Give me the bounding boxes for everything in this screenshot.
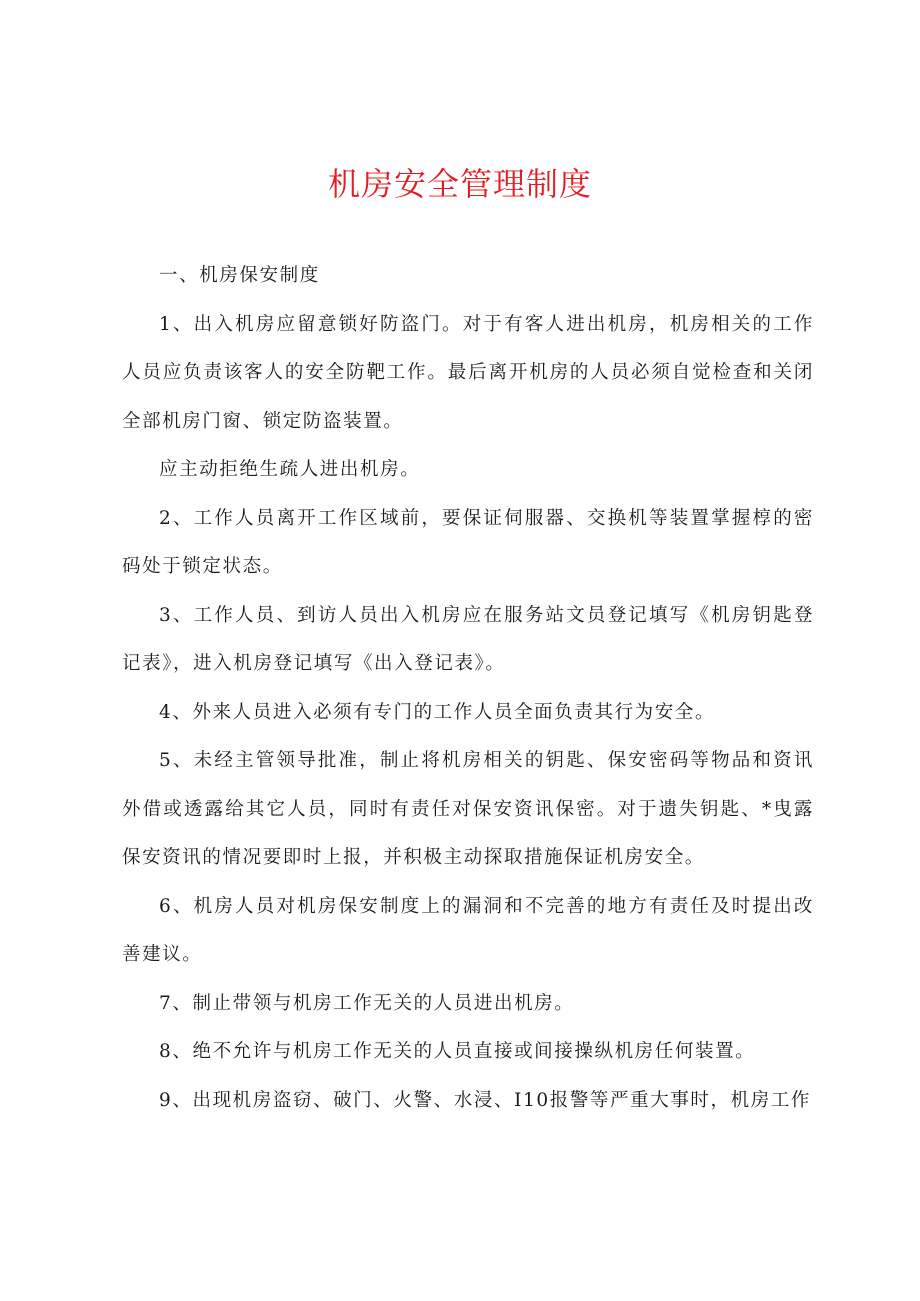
paragraph: 2、工作人员离开工作区域前，要保证伺服器、交换机等装置掌握椁的密码处于锁定状态。 (122, 507, 814, 577)
document-body (122, 252, 814, 1125)
paragraph: 8、绝不允许与机房工作无关的人员直接或间接操纵机房任何装置。 (159, 1041, 756, 1062)
paragraph: 4、外来人员进入必须有专门的工作人员全面负责其行为安全。 (159, 701, 716, 723)
paragraph: 5、未经主管领导批准，制止将机房相关的钥匙、保安密码等物品和资讯外借或透露给其它人员，同时有责任对保安资讯保密。对于遗失钥匙、*曳露保安资讯的情况要即时上报，并积极主动探取措施保证机房安全。 (122, 750, 814, 868)
paragraph: 应主动拒绝生疏人进出机房。 (159, 459, 421, 480)
paragraph: 6、机房人员对机房保安制度上的漏洞和不完善的地方有责任及时提出改善建议。 (122, 895, 814, 965)
paragraph: 9、出现机房盗窃、破门、火警、水浸、I10报警等严重大事时，机房工作 (159, 1089, 812, 1111)
paragraph: 3、工作人员、到访人员出入机房应在服务站文员登记填写《机房钥匙登记表》，进入机房登记填写《出入登记表》。 (122, 604, 814, 674)
section-heading: 一、机房保安制度 (159, 265, 320, 286)
document-title: 机房安全管理制度 (327, 165, 592, 203)
paragraph: 7、制止带领与机房工作无关的人员进出机房。 (159, 992, 575, 1014)
paragraph: 1、出入机房应留意锁好防盗门。对于有客人进出机房，机房相关的工作人员应负责该客人的安全防靶工作。最后离开机房的人员必须自觉检查和关闭全部机房门窗、锁定防盗装置。 (122, 313, 814, 432)
